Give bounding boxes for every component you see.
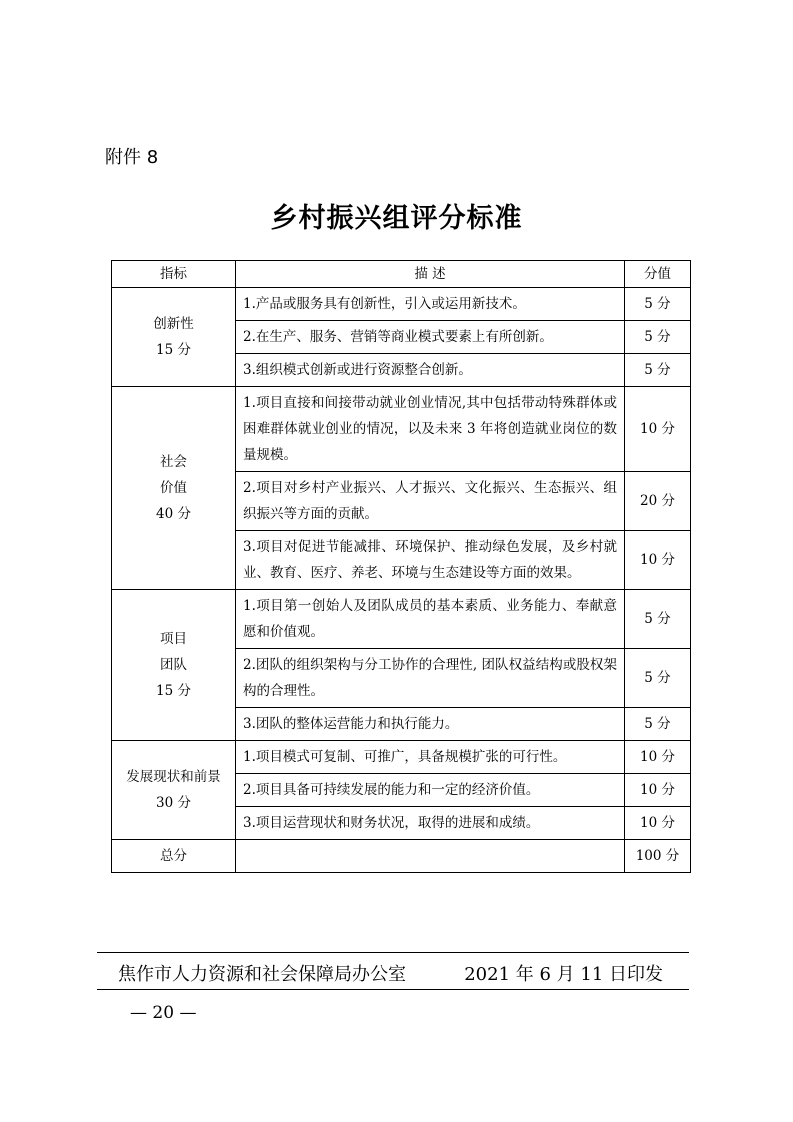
score-cell: 5 分	[625, 354, 691, 387]
description-cell: 1.项目模式可复制、可推广，具备规模扩张的可行性。	[236, 741, 625, 774]
table-row	[112, 387, 691, 472]
total-row	[112, 840, 691, 873]
category-label: 项目	[160, 631, 187, 647]
score-cell: 5 分	[625, 590, 691, 649]
issuing-organization: 焦作市人力资源和社会保障局办公室	[118, 964, 406, 985]
header-indicator: 指标	[112, 261, 236, 288]
category-label: 创新性	[153, 316, 194, 332]
category-cell	[112, 387, 236, 590]
header-description: 描 述	[236, 261, 625, 288]
score-cell: 10 分	[625, 774, 691, 807]
total-score: 100 分	[625, 840, 691, 873]
description-cell: 2.在生产、服务、营销等商业模式要素上有所创新。	[236, 321, 625, 354]
description-cell: 3.项目运营现状和财务状况，取得的进展和成绩。	[236, 807, 625, 840]
total-empty-cell	[236, 840, 625, 873]
description-cell: 2.项目具备可持续发展的能力和一定的经济价值。	[236, 774, 625, 807]
header-score: 分值	[625, 261, 691, 288]
footer-top-rule	[97, 952, 689, 953]
description-cell: 3.组织模式创新或进行资源整合创新。	[236, 354, 625, 387]
footer-bottom-rule	[97, 989, 689, 990]
page-number: — 20 —	[130, 1003, 197, 1023]
table-row	[112, 288, 691, 321]
description-cell: 3.团队的整体运营能力和执行能力。	[236, 708, 625, 741]
score-cell: 10 分	[625, 741, 691, 774]
score-cell: 5 分	[625, 708, 691, 741]
category-cell	[112, 288, 236, 387]
category-cell	[112, 741, 236, 840]
category-label: 团队	[160, 657, 187, 673]
category-label: 30 分	[156, 795, 191, 811]
page-title: 乡村振兴组评分标准	[270, 203, 523, 234]
category-cell	[112, 590, 236, 741]
table-row	[112, 590, 691, 649]
score-cell: 10 分	[625, 387, 691, 472]
description-cell: 1.项目直接和间接带动就业创业情况,其中包括带动特殊群体或困难群体就业创业的情况，以及未来 3 年将创造就业岗位的数量规模。	[236, 387, 625, 472]
category-label: 发展现状和前景	[126, 769, 221, 785]
description-cell: 3.项目对促进节能减排、环境保护、推动绿色发展，及乡村就业、教育、医疗、养老、环境与生态建设等方面的效果。	[236, 531, 625, 590]
description-cell: 2.团队的组织架构与分工协作的合理性, 团队权益结构或股权架构的合理性。	[236, 649, 625, 708]
score-cell: 5 分	[625, 649, 691, 708]
attachment-label: 附件 8	[105, 147, 159, 168]
description-cell: 1.项目第一创始人及团队成员的基本素质、业务能力、奉献意愿和价值观。	[236, 590, 625, 649]
category-label: 社会	[160, 454, 187, 470]
table-header-row	[112, 261, 691, 288]
category-label: 40 分	[156, 506, 191, 522]
description-cell: 1.产品或服务具有创新性，引入或运用新技术。	[236, 288, 625, 321]
score-cell: 20 分	[625, 472, 691, 531]
table-row	[112, 741, 691, 774]
score-cell: 5 分	[625, 321, 691, 354]
description-cell: 2.项目对乡村产业振兴、人才振兴、文化振兴、生态振兴、组织振兴等方面的贡献。	[236, 472, 625, 531]
total-label: 总分	[112, 840, 236, 873]
issue-date: 2021 年 6 月 11 日印发	[464, 964, 663, 985]
score-cell: 10 分	[625, 531, 691, 590]
category-label: 15 分	[156, 683, 191, 699]
score-cell: 10 分	[625, 807, 691, 840]
score-cell: 5 分	[625, 288, 691, 321]
category-label: 15 分	[156, 342, 191, 358]
scoring-table	[111, 260, 691, 873]
category-label: 价值	[160, 480, 187, 496]
